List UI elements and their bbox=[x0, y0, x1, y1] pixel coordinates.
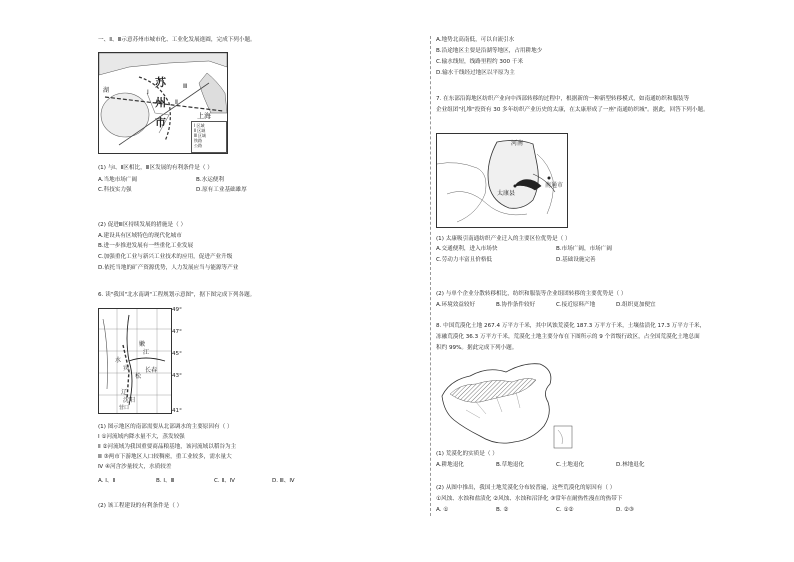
column-divider bbox=[430, 36, 431, 516]
q8-2-stem: (2) 从图中推出，我国土地荒漠化分布较普遍，这些荒漠化的原因有（ ） bbox=[436, 485, 616, 491]
henan-nantong-map-svg bbox=[437, 134, 567, 227]
label-taikang: 太康县 bbox=[497, 190, 516, 197]
lat-47: 47° bbox=[172, 329, 182, 335]
q7-2-stem: (2) 与单个企业分散转移相比，纺织和服装等企业组团转移的主要优势是（ ） bbox=[436, 291, 627, 297]
q8-intro-line2: 冻融荒漠化 36.3 万平方千米，荒漠化土地主要分布在下图所示的 9 个省级行政区，占全国荒漠化土地总面 bbox=[436, 334, 700, 340]
label-jiang: 江 bbox=[143, 349, 150, 356]
q6-1-option-b: B. Ⅰ、Ⅲ bbox=[156, 478, 175, 484]
label-zone-3: Ⅲ bbox=[183, 83, 188, 90]
q7-1-option-a: A.交通便利，进入市场快 bbox=[436, 246, 498, 252]
q6-1-stem: (1) 图示地区的南部需要从北部调水的主要原因有（ ） bbox=[98, 424, 233, 430]
suzhou-map bbox=[98, 52, 228, 154]
top-option-c: C.输水线短，线路里程约 300 千米 bbox=[436, 59, 524, 65]
q8-1-stem: (1) 荒漠化的实质是（ ） bbox=[436, 451, 498, 457]
china-map-svg bbox=[436, 356, 576, 452]
q8-1-option-a: A.耕地退化 bbox=[436, 462, 464, 468]
q8-2-items: ①风蚀、水蚀和盐渍化 ②风蚀、水蚀和沼泽化 ③常年在耐热性漫在的热带下 bbox=[436, 496, 623, 502]
lat-43: 43° bbox=[172, 373, 182, 379]
q8-intro-line1: 8. 中国荒漠化土地 267.4 万平方千米，其中风蚀荒漠化 187.3 万平方千米，土壤盐渍化 17.3 万平方千米， bbox=[436, 323, 706, 329]
q1-stem: (1) 与Ⅰ、Ⅱ区相比，Ⅲ区发展的有利条件是（ ） bbox=[98, 165, 213, 171]
q6-1-item-ii: Ⅱ ②河流域为我国重要商品粮基地，该河流域以稻谷为主 bbox=[98, 444, 237, 450]
q6-1-item-iii: Ⅲ ③两市下游地区人口较稠密，重工业较多，需水量大 bbox=[98, 454, 232, 460]
q7-intro-line1: 7. 在东部沿海地区纺织产业向中西部转移的过程中，根据新的一种新型转移模式，如南通纺织和服装等 bbox=[436, 96, 690, 102]
q6-1-item-iv: Ⅳ ④河含沙量较大，水质较差 bbox=[98, 464, 172, 470]
q7-2-option-b: B.协作条件较好 bbox=[496, 302, 536, 308]
q2-option-b: B.进一步推进发展有一些重化工业发展 bbox=[98, 243, 194, 249]
q8-intro-line3: 积约 99%。据此完成下列小题。 bbox=[436, 345, 518, 351]
label-liao: 辽 bbox=[121, 389, 128, 396]
q8-2-option-d: D. ②③ bbox=[616, 507, 634, 513]
label-changchun: 长春 bbox=[145, 367, 158, 374]
q8-2-option-b: B. ② bbox=[496, 507, 509, 513]
legend-item-5: 公路 bbox=[194, 143, 202, 148]
q7-2-option-d: D.组织更加便宜 bbox=[616, 302, 656, 308]
label-zone-1: Ⅰ bbox=[147, 89, 149, 96]
label-henan: 河南 bbox=[511, 140, 524, 147]
henan-nantong-map bbox=[436, 133, 568, 228]
q6-1-option-c: C. Ⅱ、Ⅳ bbox=[214, 478, 235, 484]
q1-option-d: D.原有工业基础雄厚 bbox=[196, 187, 247, 193]
label-yingkou: 营口 bbox=[119, 405, 130, 411]
q7-1-option-c: C.劳动力丰富且价格低 bbox=[436, 257, 493, 263]
label-nen: 嫩 bbox=[139, 341, 146, 348]
top-option-a: A.地势北高南低，可以自流引水 bbox=[436, 37, 515, 43]
q6-1-item-i: Ⅰ ①河流域内降水量不大，蒸发较强 bbox=[98, 434, 185, 440]
q7-intro-line2: 企业组团"扎堆"投资有 30 多年纺织产业历史的太康，在太康形成了一座"南通纺织城"。据此，回答下列小题。 bbox=[436, 107, 709, 113]
q1-option-a: A.当地市场广阔 bbox=[98, 177, 138, 183]
legend-item-2: Ⅱ 区域 bbox=[194, 128, 206, 133]
label-shi: 市 bbox=[155, 116, 166, 129]
label-shenyang: 沈阳 bbox=[123, 397, 136, 404]
q2-option-c: C.加强重化工业与新兴工业技术的应用，促进产业升级 bbox=[98, 254, 233, 260]
top-option-d: D.输水干线经过地区以平原为主 bbox=[436, 70, 515, 76]
q7-1-stem: (1) 太康吸引南通纺织产业迁入的主要区位优势是（ ） bbox=[436, 236, 571, 242]
q6-1-option-a: A. Ⅰ、Ⅱ bbox=[98, 478, 116, 484]
q6-2-stem: (2) 该工程建设的有利条件是（ ） bbox=[98, 503, 183, 509]
q7-1-option-b: B.市场广阔，市场广阔 bbox=[556, 246, 612, 252]
q1-option-b: B.水运便利 bbox=[196, 177, 224, 183]
label-su: 苏 bbox=[155, 76, 166, 89]
lat-45: 45° bbox=[172, 351, 182, 357]
q8-2-option-c: C. ①② bbox=[556, 507, 574, 513]
label-shanghai: 上海 bbox=[197, 112, 211, 120]
china-desertification-map bbox=[436, 356, 576, 452]
q2-option-a: A.建设具有区域特色的现代化城市 bbox=[98, 233, 182, 239]
label-bo: 宾 bbox=[123, 365, 130, 372]
label-zhou: 州 bbox=[155, 96, 166, 109]
q2-option-d: D.依托当地的矿产资源优势，人力发展应当与能源等产业 bbox=[98, 265, 239, 271]
legend-item-4: 铁路 bbox=[194, 138, 202, 143]
q1-option-c: C.科技实力强 bbox=[98, 187, 132, 193]
label-shui: 水 bbox=[115, 357, 122, 364]
q8-1-option-c: C.土地退化 bbox=[556, 462, 585, 468]
q8-1-option-b: B.草地退化 bbox=[496, 462, 524, 468]
intro-question-5: 一、Ⅱ、Ⅲ示意苏州市城市化、工业化发展進圆，完成下列小题。 bbox=[98, 37, 256, 43]
q8-2-option-a: A. ① bbox=[436, 507, 449, 513]
water-transfer-map bbox=[98, 308, 172, 414]
legend-item-1: Ⅰ 区域 bbox=[194, 123, 205, 128]
label-nantong: 南通市 bbox=[545, 182, 564, 189]
q8-1-option-d: D.林地退化 bbox=[616, 462, 645, 468]
q6-1-option-d: D. Ⅲ、Ⅳ bbox=[272, 478, 295, 484]
q7-2-option-c: C.接近原料产地 bbox=[556, 302, 596, 308]
label-song: 松 bbox=[135, 373, 142, 380]
map-legend bbox=[191, 121, 227, 153]
q6-intro: 6. 读"我国"北水南调"工程规划示意图"，据下图完成下列各题。 bbox=[98, 292, 256, 298]
q2-stem: (2) 促进Ⅲ区持续发展的措施是（ ） bbox=[98, 222, 187, 228]
lat-49: 49° bbox=[172, 307, 182, 313]
legend-item-3: Ⅲ 区域 bbox=[194, 133, 207, 138]
top-option-b: B.沿途地区主要是沿湖等地区，占用耕地少 bbox=[436, 48, 543, 54]
lat-41: 41° bbox=[172, 408, 182, 414]
lake-label: 湖 bbox=[103, 87, 110, 94]
q7-1-option-d: D.基础设施完善 bbox=[556, 257, 596, 263]
q7-2-option-a: A.环境效益较好 bbox=[436, 302, 476, 308]
label-zone-2: Ⅱ bbox=[175, 99, 178, 106]
